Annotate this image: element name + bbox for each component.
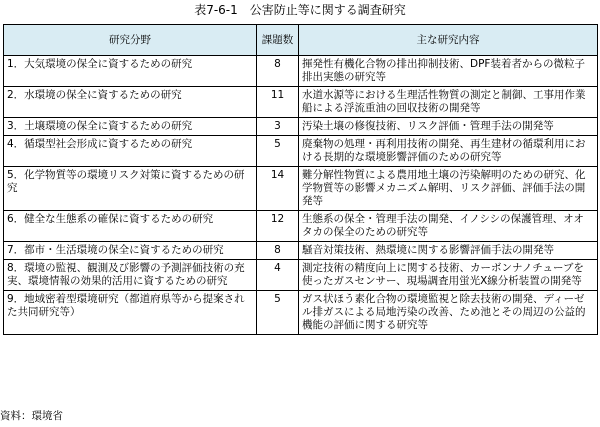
table-title: 表7-6-1 公害防止等に関する調査研究	[194, 3, 406, 17]
row-field: 8．環境の監視、観測及び影響の予測評価技術の充実、環境情報の効果的活用に資するための研究	[4, 260, 257, 291]
row-count: 8	[257, 56, 299, 87]
table-header-row	[4, 25, 598, 56]
table-row	[4, 211, 598, 242]
research-table	[3, 24, 598, 335]
row-field: 1．大気環境の保全に資するための研究	[4, 56, 257, 87]
header-content: 主な研究内容	[299, 25, 598, 56]
row-count: 14	[257, 167, 299, 211]
table-row	[4, 87, 598, 118]
source-note: 資料：環境省	[0, 410, 63, 422]
header-count: 課題数	[257, 25, 299, 56]
table-row	[4, 136, 598, 167]
row-content: 生態系の保全・管理手法の開発、イノシシの保護管理、オオタカの保全のための研究等	[299, 211, 598, 242]
row-field: 4．循環型社会形成に資するための研究	[4, 136, 257, 167]
row-content: 汚染土壌の修復技術、リスク評価・管理手法の開発等	[299, 118, 598, 136]
row-field: 7．都市・生活環境の保全に資するための研究	[4, 242, 257, 260]
row-content: 難分解性物質による農用地土壌の汚染解明のための研究、化学物質等の影響メカニズム解明、リスク評価、評価手法の開発等	[299, 167, 598, 211]
row-field: 9．地域密着型環境研究（都道府県等から提案された共同研究等）	[4, 291, 257, 335]
row-content: 騒音対策技術、熱環境に関する影響評価手法の開発等	[299, 242, 598, 260]
row-count: 3	[257, 118, 299, 136]
row-field: 5．化学物質等の環境リスク対策に資するための研究	[4, 167, 257, 211]
table-row	[4, 260, 598, 291]
row-field: 3．土壌環境の保全に資するための研究	[4, 118, 257, 136]
row-content: ガス状ほう素化合物の環境監視と除去技術の開発、ディーゼル排ガスによる局地汚染の改善、ため池とその周辺の公益的機能の評価に関する研究等	[299, 291, 598, 335]
table-row	[4, 167, 598, 211]
row-count: 8	[257, 242, 299, 260]
row-content: 廃棄物の処理・再利用技術の開発、再生建材の循環利用における長期的な環境影響評価のための研究等	[299, 136, 598, 167]
table-row	[4, 56, 598, 87]
table-row	[4, 291, 598, 335]
row-count: 5	[257, 136, 299, 167]
row-content: 測定技術の精度向上に関する技術、カーボンナノチューブを使ったガスセンサー、現場調査用蛍光X線分析装置の開発等	[299, 260, 598, 291]
header-field: 研究分野	[4, 25, 257, 56]
row-count: 11	[257, 87, 299, 118]
row-count: 5	[257, 291, 299, 335]
table-row	[4, 242, 598, 260]
row-content: 揮発性有機化合物の排出抑制技術、DPF装着者からの微粒子排出実態の研究等	[299, 56, 598, 87]
table-row	[4, 118, 598, 136]
row-field: 2．水環境の保全に資するための研究	[4, 87, 257, 118]
row-field: 6．健全な生態系の確保に資するための研究	[4, 211, 257, 242]
row-content: 水道水源等における生理活性物質の測定と制御、工事用作業船による浮流重油の回収技術の開発等	[299, 87, 598, 118]
row-count: 12	[257, 211, 299, 242]
row-count: 4	[257, 260, 299, 291]
